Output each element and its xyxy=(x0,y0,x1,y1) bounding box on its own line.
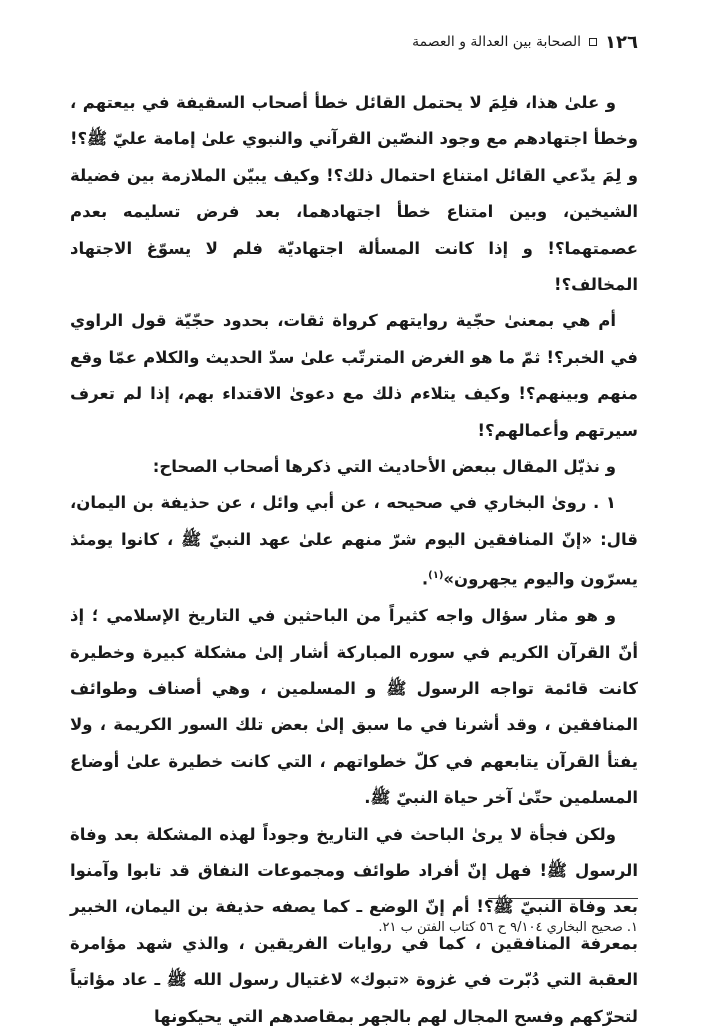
main-text xyxy=(70,85,638,1035)
paragraph: و هو مثار سؤال واجه كثيراً من الباحثين في التاريخ الإسلامي ؛ إذ أنّ القرآن الكريم في سوره المباركة أشار إلىٰ مشكلة كبيرة وخطيرة كانت قائمة تواجه الرسول ﷺ و المسلمين ، وهي أصناف وطوائف المنافقين ، وقد أشرنا في ما سبق إلىٰ بعض تلك السور الكريمة ، ولا يفتأ القرآن يتابعهم في كلّ خطواتهم ، التي كانت خطيرة علىٰ أوضاع المسلمين حتّىٰ آخر حياة النبيّ ﷺ. xyxy=(70,606,638,808)
paragraph: أم هي بمعنىٰ حجّية روايتهم كرواة ثقات، بحدود حجّيّة قول الراوي في الخبر؟! ثمّ ما هو الغرض المترتّب علىٰ سدّ الحديث والكلام عمّا وقع منهم وبينهم؟! وكيف يتلاءم ذلك مع دعوىٰ الاقتداء بهم، إذا لم تعرف سيرتهم وأعمالهم؟! xyxy=(70,311,638,440)
footnote: ١. صحيح البخاري ٩/١٠٤ ح ٥٦ كتاب الفتن ب ٢١. xyxy=(378,920,638,935)
footnote-divider xyxy=(488,898,638,899)
square-ornament-icon xyxy=(589,38,597,46)
page-header xyxy=(70,30,638,54)
paragraph: و علىٰ هذا، فلِمَ لا يحتمل القائل خطأ أصحاب السقيفة في بيعتهم ، وخطأ اجتهادهم مع وجود النصّين القرآني والنبوي علىٰ إمامة عليّ ﷺ؟! و لِمَ يدّعي القائل امتناع احتمال ذلك؟! وكيف يبيّن الملازمة بين فضيلة الشيخين، وبين امتناع خطأ اجتهادهما، بعد فرض تسليمه بعدم عصمتهما؟! و إذا كانت المسألة اجتهاديّة فلم لا يسوّغ الاجتهاد المخالف؟! xyxy=(70,93,638,295)
page-number: ١٢٦ xyxy=(605,31,638,53)
hadith-paragraph: ١ . روىٰ البخاري في صحيحه ، عن أبي وائل ، عن حذيفة بن اليمان، قال: «إنّ المنافقين اليوم شرّ منهم علىٰ عهد النبيّ ﷺ ، كانوا يومئذ يسرّون واليوم يجهرون»$^{(١)}$. xyxy=(70,493,638,589)
running-title: الصحابة بين العدالة و العصمة xyxy=(412,34,582,50)
hadith-text: ١ . روىٰ البخاري في صحيحه ، عن أبي وائل ، عن حذيفة بن اليمان، قال: «إنّ المنافقين اليوم شرّ منهم علىٰ عهد النبيّ ﷺ ، كانوا يومئذ يسرّون واليوم يجهرون» xyxy=(70,493,638,589)
paragraph: و نذيّل المقال ببعض الأحاديث التي ذكرها أصحاب الصحاح: xyxy=(152,457,616,477)
footnote-reference: (١) xyxy=(428,570,444,582)
paragraph: ولكن فجأة لا يرىٰ الباحث في التاريخ وجوداً لهذه المشكلة بعد وفاة الرسول ﷺ! فهل إنّ أفراد طوائف ومجموعات النفاق قد تابوا وآمنوا بعد وفاة النبيّ ﷺ؟! أم إنّ الوضع ـ كما يصفه حذيفة بن اليمان، الخبير بمعرفة المنافقين ، كما في روايات الفريقين ، والذي شهد مؤامرة العقبة التي دُبّرت في غزوة «تبوك» لاغتيال رسول الله ﷺ ـ عاد مؤاتياً لتحرّكهم وفسح المجال لهم بالجهر بمقاصدهم التي يحيكونها xyxy=(70,824,638,1026)
